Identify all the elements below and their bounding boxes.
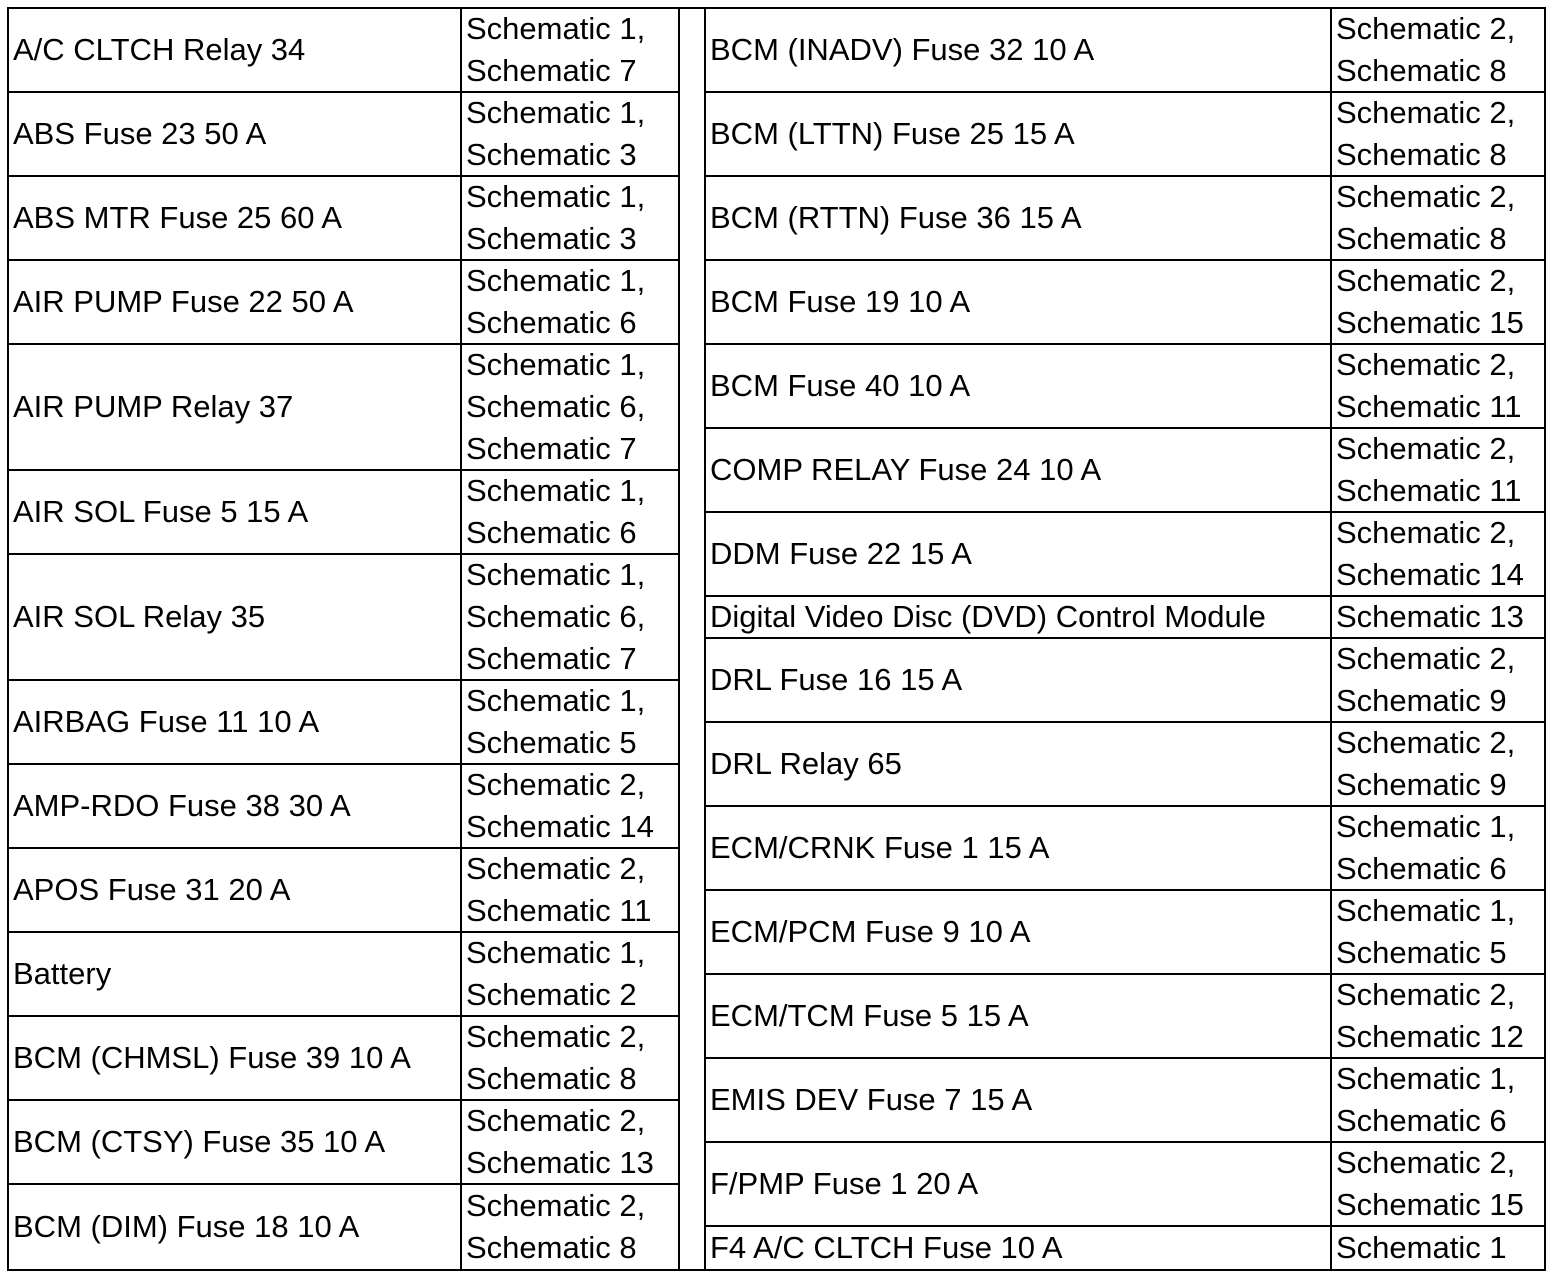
- schematic-reference-cell: [460, 681, 678, 763]
- component-name: ECM/PCM Fuse 9 10 A: [710, 914, 1031, 949]
- schematic-reference: Schematic 2,: [1336, 977, 1516, 1012]
- component-name: BCM (CTSY) Fuse 35 10 A: [13, 1124, 386, 1159]
- component-name-cell: [9, 471, 460, 553]
- component-name-cell: [706, 975, 1330, 1057]
- component-name-cell: [706, 807, 1330, 889]
- column-separator: [678, 7, 706, 1271]
- component-name-cell: [9, 1185, 460, 1269]
- component-name: ECM/CRNK Fuse 1 15 A: [710, 830, 1050, 865]
- component-name-cell: [706, 1059, 1330, 1141]
- schematic-reference-cell: [460, 177, 678, 259]
- schematic-reference-cell: [1330, 597, 1544, 637]
- table-row: [9, 933, 678, 1017]
- schematic-reference: Schematic 2,: [1336, 11, 1516, 46]
- schematic-reference: Schematic 15: [1336, 1187, 1524, 1222]
- schematic-reference-cell: [460, 261, 678, 343]
- schematic-reference: Schematic 8: [466, 1230, 637, 1265]
- component-name: APOS Fuse 31 20 A: [13, 872, 291, 907]
- schematic-reference-cell: [1330, 807, 1544, 889]
- table-row: [9, 1185, 678, 1269]
- component-name-cell: [706, 261, 1330, 343]
- schematic-reference: Schematic 6: [466, 305, 637, 340]
- component-name: AIR SOL Fuse 5 15 A: [13, 494, 309, 529]
- schematic-reference: Schematic 13: [1336, 599, 1524, 634]
- schematic-reference: Schematic 2,: [1336, 515, 1516, 550]
- schematic-reference: Schematic 1: [1336, 1230, 1507, 1265]
- component-name: Digital Video Disc (DVD) Control Module: [710, 599, 1266, 634]
- component-name: F4 A/C CLTCH Fuse 10 A: [710, 1230, 1063, 1265]
- table-row: [706, 639, 1544, 723]
- schematic-reference-cell: [460, 555, 678, 679]
- schematic-reference: Schematic 9: [1336, 683, 1507, 718]
- schematic-reference-cell: [1330, 93, 1544, 175]
- table-row: [706, 807, 1544, 891]
- component-name-cell: [706, 429, 1330, 511]
- schematic-reference: Schematic 12: [1336, 1019, 1524, 1054]
- schematic-reference-cell: [1330, 1143, 1544, 1225]
- component-name-cell: [706, 1227, 1330, 1269]
- schematic-reference: Schematic 2,: [1336, 95, 1516, 130]
- component-name-cell: [9, 765, 460, 847]
- schematic-reference-cell: [460, 471, 678, 553]
- schematic-reference: Schematic 1,: [1336, 1061, 1516, 1096]
- schematic-reference: Schematic 3: [466, 221, 637, 256]
- schematic-reference: Schematic 11: [466, 893, 652, 928]
- schematic-reference: Schematic 1,: [1336, 893, 1516, 928]
- schematic-reference: Schematic 7: [466, 53, 637, 88]
- schematic-reference-cell: [460, 345, 678, 469]
- schematic-reference: Schematic 1,: [466, 179, 646, 214]
- table-row: [706, 513, 1544, 597]
- schematic-reference: Schematic 1,: [466, 557, 646, 592]
- schematic-reference: Schematic 14: [466, 809, 654, 844]
- schematic-reference-cell: [460, 1101, 678, 1183]
- component-name-cell: [9, 93, 460, 175]
- schematic-reference-cell: [1330, 723, 1544, 805]
- schematic-reference: Schematic 1,: [1336, 809, 1516, 844]
- component-name: COMP RELAY Fuse 24 10 A: [710, 452, 1102, 487]
- schematic-reference-cell: [460, 9, 678, 91]
- schematic-reference-cell: [1330, 261, 1544, 343]
- component-name: BCM Fuse 19 10 A: [710, 284, 971, 319]
- table-row: [9, 765, 678, 849]
- table-row: [9, 681, 678, 765]
- schematic-reference: Schematic 11: [1336, 389, 1522, 424]
- component-name: BCM (CHMSL) Fuse 39 10 A: [13, 1040, 411, 1075]
- schematic-reference: Schematic 13: [466, 1145, 654, 1180]
- schematic-reference: Schematic 2,: [1336, 431, 1516, 466]
- component-name: A/C CLTCH Relay 34: [13, 32, 306, 67]
- component-name: DRL Fuse 16 15 A: [710, 662, 963, 697]
- schematic-reference-cell: [1330, 9, 1544, 91]
- component-name: ABS Fuse 23 50 A: [13, 116, 267, 151]
- schematic-reference: Schematic 7: [466, 641, 637, 676]
- schematic-reference: Schematic 9: [1336, 767, 1507, 802]
- schematic-reference-cell: [1330, 1059, 1544, 1141]
- table-row: [9, 471, 678, 555]
- component-name-cell: [706, 345, 1330, 427]
- table-row: [706, 177, 1544, 261]
- table-row: [706, 891, 1544, 975]
- left-index-table: [7, 7, 680, 1271]
- schematic-reference-cell: [1330, 513, 1544, 595]
- schematic-reference-cell: [1330, 975, 1544, 1057]
- schematic-reference-cell: [460, 765, 678, 847]
- schematic-reference: Schematic 1,: [466, 11, 646, 46]
- schematic-reference: Schematic 5: [1336, 935, 1507, 970]
- component-name-cell: [706, 1143, 1330, 1225]
- table-row: [706, 1059, 1544, 1143]
- schematic-reference: Schematic 6,: [466, 389, 646, 424]
- schematic-reference: Schematic 1,: [466, 683, 646, 718]
- schematic-reference-cell: [1330, 1227, 1544, 1269]
- component-name: DDM Fuse 22 15 A: [710, 536, 972, 571]
- component-name: DRL Relay 65: [710, 746, 902, 781]
- schematic-reference: Schematic 2,: [466, 767, 646, 802]
- component-name: AIR PUMP Fuse 22 50 A: [13, 284, 354, 319]
- schematic-reference-cell: [460, 93, 678, 175]
- table-row: [706, 1143, 1544, 1227]
- schematic-reference: Schematic 1,: [466, 935, 646, 970]
- schematic-reference-cell: [460, 933, 678, 1015]
- component-name-cell: [9, 345, 460, 469]
- component-name-cell: [706, 597, 1330, 637]
- table-row: [706, 9, 1544, 93]
- component-name: F/PMP Fuse 1 20 A: [710, 1166, 979, 1201]
- component-name: BCM (RTTN) Fuse 36 15 A: [710, 200, 1082, 235]
- table-row: [9, 345, 678, 471]
- right-index-table: [704, 7, 1546, 1271]
- table-row: [9, 9, 678, 93]
- schematic-reference: Schematic 2,: [466, 851, 646, 886]
- schematic-reference: Schematic 1,: [466, 347, 646, 382]
- component-name-cell: [706, 177, 1330, 259]
- component-name-cell: [706, 9, 1330, 91]
- table-row: [706, 93, 1544, 177]
- schematic-reference: Schematic 8: [1336, 53, 1507, 88]
- schematic-reference: Schematic 1,: [466, 473, 646, 508]
- table-row: [9, 849, 678, 933]
- schematic-reference-cell: [460, 1185, 678, 1269]
- component-name: EMIS DEV Fuse 7 15 A: [710, 1082, 1033, 1117]
- schematic-reference: Schematic 6: [1336, 851, 1507, 886]
- schematic-reference-cell: [460, 1017, 678, 1099]
- schematic-reference: Schematic 2,: [1336, 725, 1516, 760]
- schematic-reference: Schematic 8: [1336, 137, 1507, 172]
- table-row: [706, 429, 1544, 513]
- table-row: [9, 1017, 678, 1101]
- component-name-cell: [706, 513, 1330, 595]
- schematic-reference: Schematic 5: [466, 725, 637, 760]
- schematic-reference: Schematic 2,: [1336, 641, 1516, 676]
- component-name: BCM (INADV) Fuse 32 10 A: [710, 32, 1095, 67]
- table-row: [706, 1227, 1544, 1269]
- schematic-reference-cell: [1330, 345, 1544, 427]
- schematic-reference: Schematic 8: [1336, 221, 1507, 256]
- component-name-cell: [706, 639, 1330, 721]
- schematic-reference: Schematic 2,: [1336, 347, 1516, 382]
- schematic-reference: Schematic 3: [466, 137, 637, 172]
- component-name: AIRBAG Fuse 11 10 A: [13, 704, 320, 739]
- component-name: AIR PUMP Relay 37: [13, 389, 294, 424]
- component-name-cell: [9, 1101, 460, 1183]
- component-name-cell: [9, 933, 460, 1015]
- schematic-reference: Schematic 2,: [466, 1103, 646, 1138]
- schematic-reference: Schematic 1,: [466, 263, 646, 298]
- component-name-cell: [9, 849, 460, 931]
- component-name-cell: [9, 261, 460, 343]
- table-row: [9, 555, 678, 681]
- component-name: ECM/TCM Fuse 5 15 A: [710, 998, 1029, 1033]
- schematic-reference-cell: [1330, 177, 1544, 259]
- schematic-reference: Schematic 6: [466, 515, 637, 550]
- component-name: AIR SOL Relay 35: [13, 599, 266, 634]
- schematic-reference: Schematic 14: [1336, 557, 1524, 592]
- component-name: BCM Fuse 40 10 A: [710, 368, 971, 403]
- component-name-cell: [9, 177, 460, 259]
- component-name-cell: [706, 891, 1330, 973]
- component-name: BCM (DIM) Fuse 18 10 A: [13, 1209, 360, 1244]
- table-row: [706, 345, 1544, 429]
- schematic-reference: Schematic 15: [1336, 305, 1524, 340]
- schematic-reference-cell: [1330, 639, 1544, 721]
- schematic-reference: Schematic 6,: [466, 599, 646, 634]
- table-row: [706, 261, 1544, 345]
- schematic-reference: Schematic 2,: [466, 1019, 646, 1054]
- component-name-cell: [9, 555, 460, 679]
- table-row: [9, 93, 678, 177]
- schematic-reference-cell: [460, 849, 678, 931]
- component-name-cell: [9, 1017, 460, 1099]
- table-row: [706, 723, 1544, 807]
- schematic-reference: Schematic 2,: [1336, 179, 1516, 214]
- table-row: [9, 177, 678, 261]
- schematic-reference: Schematic 1,: [466, 95, 646, 130]
- component-name: Battery: [13, 956, 112, 991]
- schematic-reference-cell: [1330, 891, 1544, 973]
- component-name: ABS MTR Fuse 25 60 A: [13, 200, 343, 235]
- schematic-reference: Schematic 6: [1336, 1103, 1507, 1138]
- component-name-cell: [9, 681, 460, 763]
- schematic-reference: Schematic 2,: [1336, 1145, 1516, 1180]
- table-row: [706, 597, 1544, 639]
- component-name-cell: [706, 93, 1330, 175]
- schematic-reference: Schematic 11: [1336, 473, 1522, 508]
- table-row: [9, 1101, 678, 1185]
- schematic-reference: Schematic 2,: [466, 1188, 646, 1223]
- component-name-cell: [9, 9, 460, 91]
- schematic-reference: Schematic 8: [466, 1061, 637, 1096]
- schematic-reference: Schematic 2,: [1336, 263, 1516, 298]
- component-name-cell: [706, 723, 1330, 805]
- schematic-reference: Schematic 2: [466, 977, 637, 1012]
- schematic-reference: Schematic 7: [466, 431, 637, 466]
- table-row: [706, 975, 1544, 1059]
- table-row: [9, 261, 678, 345]
- component-name: BCM (LTTN) Fuse 25 15 A: [710, 116, 1075, 151]
- component-name: AMP-RDO Fuse 38 30 A: [13, 788, 351, 823]
- schematic-reference-cell: [1330, 429, 1544, 511]
